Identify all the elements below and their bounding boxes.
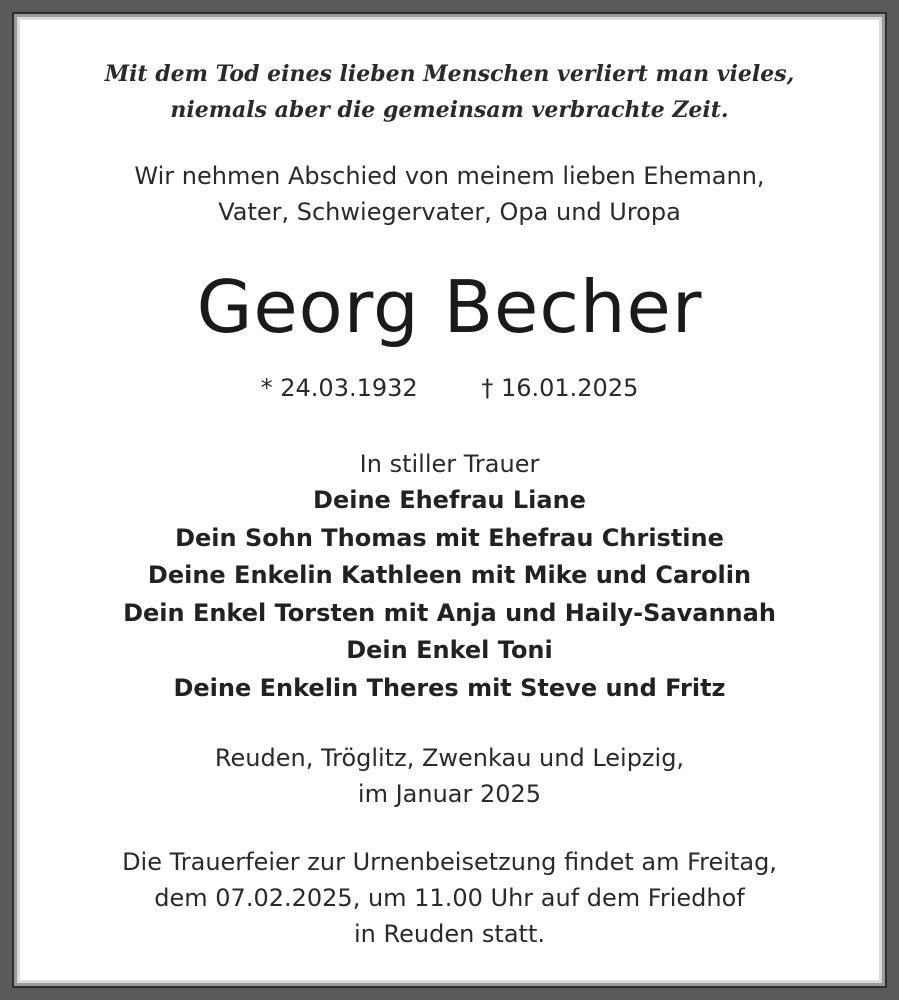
service-line: Die Trauerfeier zur Urnenbeisetzung findet am Freitag, xyxy=(122,848,777,876)
place-line: im Januar 2025 xyxy=(357,780,542,808)
quote-line: Mit dem Tod eines lieben Menschen verliert man vieles, xyxy=(104,61,795,87)
mourner-entry: Deine Enkelin Kathleen mit Mike und Carolin xyxy=(147,561,752,589)
farewell-intro xyxy=(20,158,879,230)
life-dates xyxy=(20,370,879,406)
mourner-entry: Dein Sohn Thomas mit Ehefrau Christine xyxy=(175,523,724,552)
place-and-date xyxy=(20,740,879,812)
mourner-entry: Deine Ehefrau Liane xyxy=(313,486,586,514)
birth-date: * 24.03.1932 xyxy=(260,374,418,402)
place-line: Reuden, Tröglitz, Zwenkau und Leipzig, xyxy=(214,744,685,772)
service-line: dem 07.02.2025, um 11.00 Uhr auf dem Friedhof xyxy=(154,884,745,912)
mourner-entry: Dein Enkel Toni xyxy=(346,636,553,664)
mourner-entry: Deine Enkelin Theres mit Steve und Fritz xyxy=(173,673,726,702)
service-line: in Reuden statt. xyxy=(354,920,545,948)
deceased-name: Georg Becher xyxy=(196,265,703,349)
funeral-service-info xyxy=(20,844,879,952)
mourning-label: In stiller Trauer xyxy=(359,450,540,478)
mourner-entry: Dein Enkel Torsten mit Anja und Haily-Savannah xyxy=(123,598,776,627)
quote-line: niemals aber die gemeinsam verbrachte Zeit. xyxy=(170,97,729,123)
mourners-list xyxy=(20,482,879,707)
death-date: † 16.01.2025 xyxy=(481,374,639,402)
intro-line: Vater, Schwiegervater, Opa und Uropa xyxy=(218,198,681,226)
memorial-quote xyxy=(20,56,879,128)
intro-line: Wir nehmen Abschied von meinem lieben Ehemann, xyxy=(134,162,765,190)
